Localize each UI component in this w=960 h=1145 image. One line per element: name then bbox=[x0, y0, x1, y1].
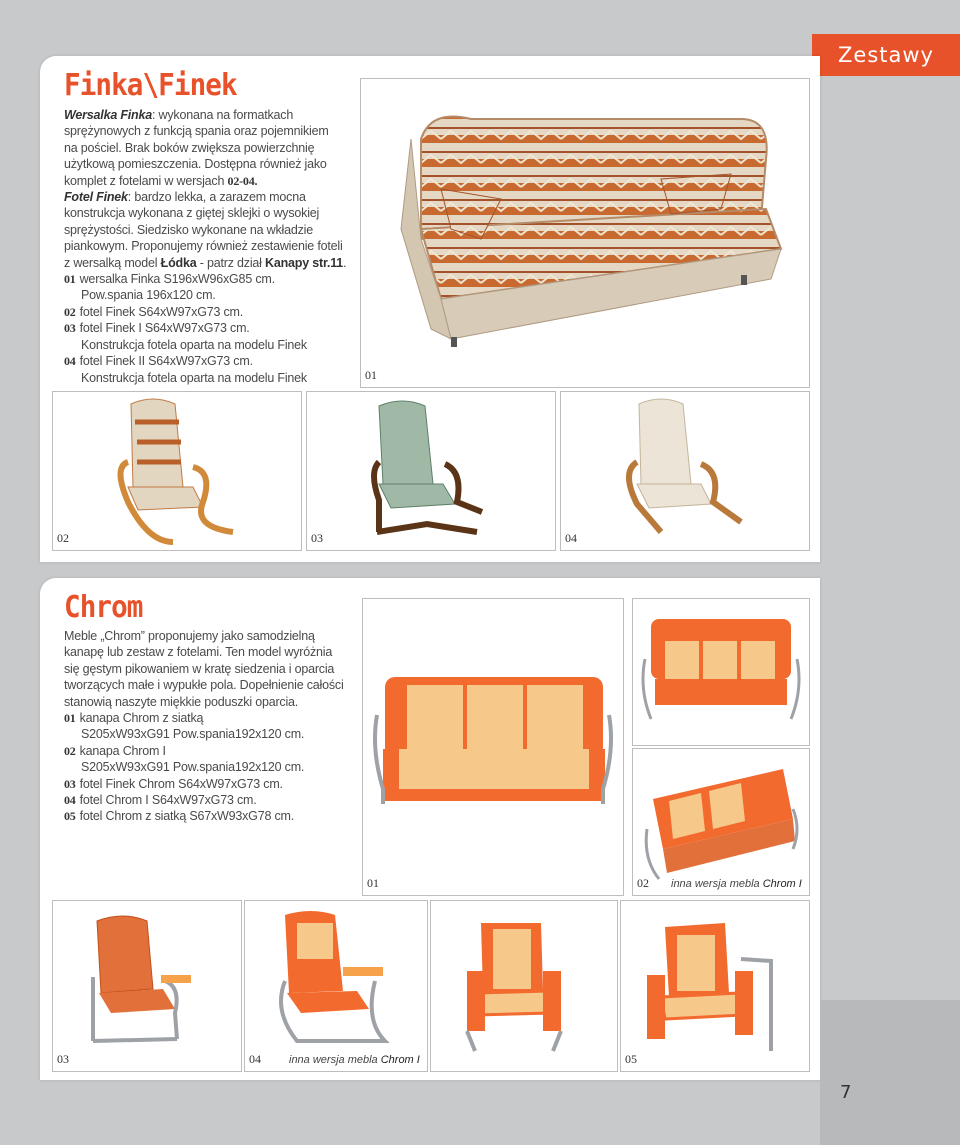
desc-line bbox=[64, 123, 354, 139]
desc-text: - patrz dział bbox=[196, 255, 266, 270]
spec-item bbox=[64, 337, 354, 353]
spec-item bbox=[64, 808, 364, 824]
armchair-image bbox=[53, 901, 241, 1071]
spec-item bbox=[64, 710, 364, 726]
photo-finek-armchair bbox=[52, 391, 302, 551]
item-number: 05 bbox=[64, 809, 76, 824]
desc-line bbox=[64, 255, 354, 271]
sofa-image bbox=[361, 79, 809, 387]
desc-line bbox=[64, 205, 354, 221]
section-tab: Zestawy bbox=[812, 34, 960, 76]
photo-finek-i-armchair bbox=[306, 391, 556, 551]
sofa-image bbox=[633, 599, 809, 745]
desc-text: konstrukcja wykonana z giętej sklejki o wysokiej bbox=[64, 206, 320, 221]
armchair-image bbox=[53, 392, 301, 550]
desc-line bbox=[64, 173, 354, 189]
item-text: Konstrukcja fotela oparta na modelu Finek bbox=[81, 337, 307, 352]
model-reference: Łódka bbox=[160, 255, 197, 270]
photo-finka-sofa bbox=[360, 78, 810, 388]
item-text: fotel Finek Chrom S64xW97xG73 cm. bbox=[79, 776, 283, 791]
photo-chrom-i-armchair bbox=[244, 900, 428, 1072]
item-text: fotel Finek I S64xW97xG73 cm. bbox=[79, 321, 250, 336]
item-number: 04 bbox=[64, 354, 76, 369]
desc-text: . bbox=[343, 255, 347, 270]
desc-line: tworzących małe i wypukłe pola. Dopełnienie całości bbox=[64, 678, 344, 693]
spec-item bbox=[64, 287, 354, 303]
photo-chrom-sofa bbox=[362, 598, 624, 896]
photo-chrom-i-sofa bbox=[632, 598, 810, 746]
model-name: Fotel Finek bbox=[64, 190, 128, 205]
photo-label: 03 bbox=[57, 1052, 69, 1066]
photo-chrom-mesh-armchair-alt bbox=[620, 900, 810, 1072]
item-number: 03 bbox=[64, 776, 76, 791]
model-name: Wersalka Finka bbox=[64, 108, 152, 122]
photo-label: 03 bbox=[311, 531, 323, 545]
desc-line: się gęstym pikowaniem w kratę siedzenia i oparcia bbox=[64, 661, 335, 676]
armchair-image bbox=[431, 901, 617, 1071]
caption-prefix: inna wersja mebla bbox=[671, 878, 763, 890]
item-text: Pow.spania 196x120 cm. bbox=[81, 288, 216, 303]
photo-label: 02 bbox=[57, 531, 69, 545]
item-number: 04 bbox=[64, 793, 76, 808]
photo-label: 04 bbox=[565, 531, 577, 545]
desc-line bbox=[64, 238, 354, 254]
armchair-image bbox=[561, 392, 809, 550]
item-text: Konstrukcja fotela oparta na modelu Finek bbox=[81, 370, 307, 385]
spec-item bbox=[64, 304, 354, 320]
page-number: 7 bbox=[840, 1082, 852, 1103]
caption-model: Chrom I bbox=[380, 1054, 420, 1066]
item-text: kanapa Chrom I bbox=[79, 743, 166, 758]
spec-item bbox=[64, 726, 364, 742]
spec-item bbox=[64, 353, 354, 369]
finek-title: Finka\Finek bbox=[64, 68, 237, 103]
photo-chrom-mesh-armchair bbox=[430, 900, 618, 1072]
item-number: 03 bbox=[64, 321, 76, 336]
item-text: kanapa Chrom z siatką bbox=[79, 711, 204, 726]
photo-label: 02 bbox=[637, 876, 649, 890]
spec-item bbox=[64, 370, 354, 386]
item-text: wersalka Finka S196xW96xG85 cm. bbox=[79, 272, 275, 287]
chrom-description bbox=[64, 628, 364, 825]
photo-chrom-i-sofa-alt bbox=[632, 748, 810, 896]
desc-text: na pościel. Brak boków zwiększa powierzchnię bbox=[64, 140, 315, 155]
desc-text: piankowym. Proponujemy również zestawienie foteli bbox=[64, 239, 343, 254]
sofa-image bbox=[363, 599, 623, 895]
page-reference: Kanapy str.11 bbox=[265, 255, 344, 270]
item-text: fotel Finek II S64xW97xG73 cm. bbox=[79, 354, 253, 369]
armchair-image bbox=[621, 901, 809, 1071]
desc-line bbox=[64, 222, 354, 238]
item-number: 01 bbox=[64, 272, 76, 287]
variant-caption bbox=[671, 878, 802, 890]
variant-caption bbox=[289, 1054, 420, 1066]
desc-text: : wykonana na formatkach bbox=[152, 108, 294, 122]
photo-label: 04 bbox=[249, 1052, 261, 1066]
desc-text: sprężystości. Siedzisko wykonane na wkładzie bbox=[64, 222, 313, 237]
spec-item bbox=[64, 759, 364, 775]
photo-label: 01 bbox=[367, 876, 379, 890]
photo-label: 05 bbox=[625, 1052, 637, 1066]
item-number: 01 bbox=[64, 711, 76, 726]
spec-item bbox=[64, 320, 354, 336]
sofa-image bbox=[633, 749, 809, 895]
desc-line bbox=[64, 189, 354, 205]
desc-text: komplet z fotelami w wersjach bbox=[64, 173, 228, 188]
caption-model: Chrom I bbox=[762, 878, 802, 890]
desc-line: stanowią naszyte miękkie poduszki oparcia. bbox=[64, 694, 299, 709]
photo-finek-chrom-armchair bbox=[52, 900, 242, 1072]
desc-text: : bardzo lekka, a zarazem mocna bbox=[127, 190, 306, 205]
chrom-title: Chrom bbox=[64, 590, 143, 625]
desc-line bbox=[64, 156, 354, 172]
armchair-image bbox=[245, 901, 427, 1071]
finek-description bbox=[64, 107, 354, 386]
desc-line: Meble „Chrom” proponujemy jako samodzielną bbox=[64, 629, 315, 643]
desc-text: sprężynowych z funkcją spania oraz pojemnikiem bbox=[64, 124, 329, 139]
spec-item bbox=[64, 776, 364, 792]
item-number: 02 bbox=[64, 304, 76, 319]
spec-item bbox=[64, 792, 364, 808]
page-corner bbox=[820, 1000, 960, 1145]
item-text: S205xW93xG91 Pow.spania192x120 cm. bbox=[81, 760, 305, 775]
item-text: fotel Finek S64xW97xG73 cm. bbox=[79, 304, 244, 319]
item-text: S205xW93xG91 Pow.spania192x120 cm. bbox=[81, 727, 305, 742]
version-range: 02-04. bbox=[227, 173, 258, 188]
desc-text: użytkową pomieszczenia. Dostępna również jako bbox=[64, 157, 327, 172]
desc-text: z wersalką model bbox=[64, 255, 161, 270]
caption-prefix: inna wersja mebla bbox=[289, 1054, 381, 1066]
desc-line bbox=[64, 107, 354, 123]
desc-line: kanapę lub zestaw z fotelami. Ten model wyróżnia bbox=[64, 645, 333, 660]
item-text: fotel Chrom z siatką S67xW93xG78 cm. bbox=[79, 809, 295, 824]
photo-finek-ii-armchair bbox=[560, 391, 810, 551]
photo-label: 01 bbox=[365, 368, 377, 382]
armchair-image bbox=[307, 392, 555, 550]
spec-item bbox=[64, 743, 364, 759]
item-number: 02 bbox=[64, 743, 76, 758]
item-text: fotel Chrom I S64xW97xG73 cm. bbox=[79, 793, 257, 808]
desc-line bbox=[64, 140, 354, 156]
spec-item bbox=[64, 271, 354, 287]
